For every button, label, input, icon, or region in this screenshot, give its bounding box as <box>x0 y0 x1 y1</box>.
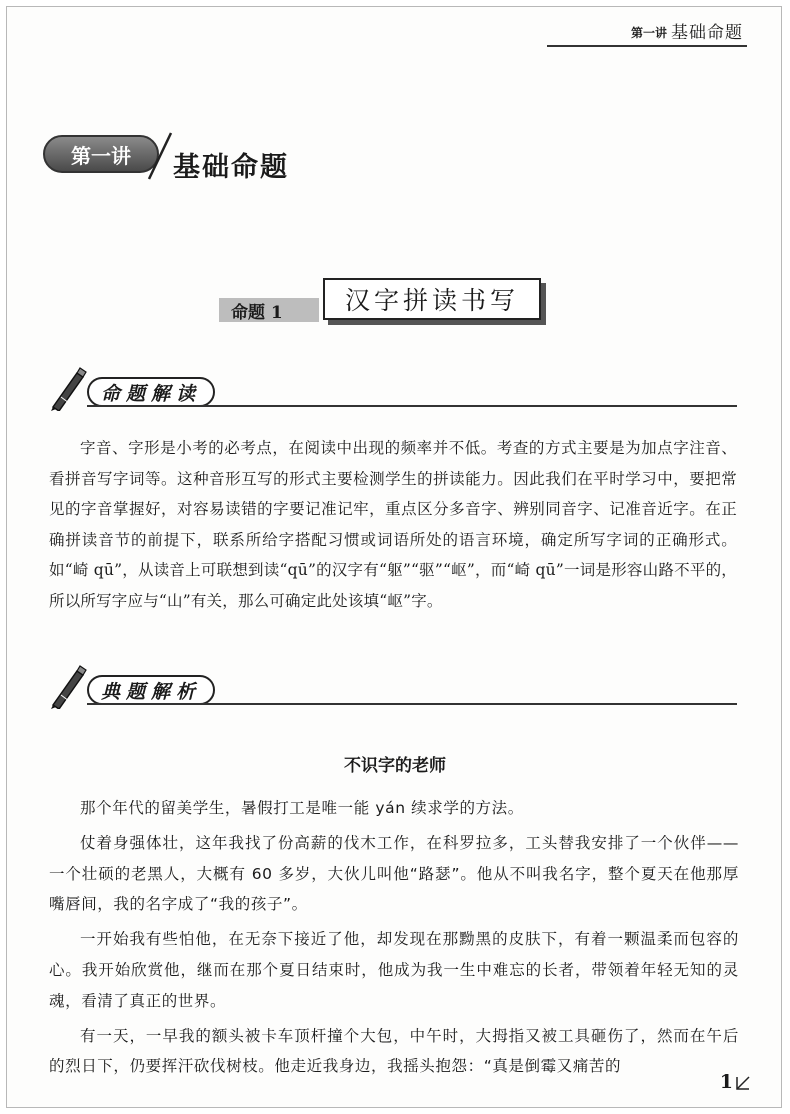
book-page <box>6 6 782 1108</box>
pen-icon <box>47 663 87 709</box>
story-paragraph: 有一天，一早我的额头被卡车顶杆撞个大包，中午时，大拇指又被工具砸伤了，然而在午后的烈日下，仍要挥汗砍伐树枝。他走近我身边，我摇头抱怨：“真是倒霉又痛苦的 <box>49 1026 739 1076</box>
lecture-title: 基础命题 <box>173 152 289 183</box>
section-pill: 典题解析 <box>87 675 215 705</box>
pen-icon <box>47 365 87 411</box>
story-paragraph: 那个年代的留美学生，暑假打工是唯一能 yán 续求学的方法。 <box>80 799 524 817</box>
lecture-badge: 第一讲 <box>43 135 159 173</box>
page-number: 1 <box>719 1071 733 1093</box>
running-head-rule <box>547 45 747 47</box>
topic-heading <box>219 278 549 324</box>
section-heading-interpretation <box>47 365 737 411</box>
intro-paragraph: 字音、字形是小考的必考点，在阅读中出现的频率并不低。考查的方式主要是为加点字注音、看拼音写字词等。这种音形互写的形式主要检测学生的拼读能力。因此我们在平时学习中，要把常见的字音掌握好，对容易读错的字要记准记牢，重点区分多音字、辨别同音字、记准音近字。在正确拼读音节的前提下，联系所给字搭配习惯或词语所处的语言环境，确定所写字词的正确形式。如“崎 qū”，从读音上可联想到读“qū”的汉字有“躯”“驱”“岖”，而“崎 qū”一词是形容山路不平的，所以所写字应与“山”有关，那么可确定此处该填“岖”字。 <box>49 439 737 610</box>
story-paragraph: 仗着身强体壮，这年我找了份高薪的伐木工作，在科罗拉多，工头替我安排了一个伙伴——一个壮硕的老黑人，大概有 60 多岁，大伙儿叫他“路瑟”。他从不叫我名字，整个夏天在他那厚嘴唇间，我的名字成了“我的孩子”。 <box>49 833 739 914</box>
section-rule <box>87 703 737 705</box>
slash-divider-icon <box>145 131 175 181</box>
topic-label: 命题 1 <box>231 303 283 323</box>
corner-arrow-icon <box>735 1075 751 1091</box>
story-body <box>49 793 739 1086</box>
section-pill: 命题解读 <box>87 377 215 407</box>
section-heading-example <box>47 663 737 709</box>
running-head-title: 基础命题 <box>671 23 743 43</box>
section-rule <box>87 405 737 407</box>
running-head-lecture: 第一讲 <box>630 26 667 40</box>
story-paragraph: 一开始我有些怕他，在无奈下接近了他，却发现在那黝黑的皮肤下，有着一颗温柔而包容的心。我开始欣赏他，继而在那个夏日结束时，他成为我一生中难忘的长者，带领着年轻无知的灵魂，看清了真正的世界。 <box>49 930 739 1010</box>
running-head <box>631 15 743 43</box>
topic-title: 汉字拼读书写 <box>323 278 541 320</box>
story-title: 不识字的老师 <box>344 756 446 776</box>
